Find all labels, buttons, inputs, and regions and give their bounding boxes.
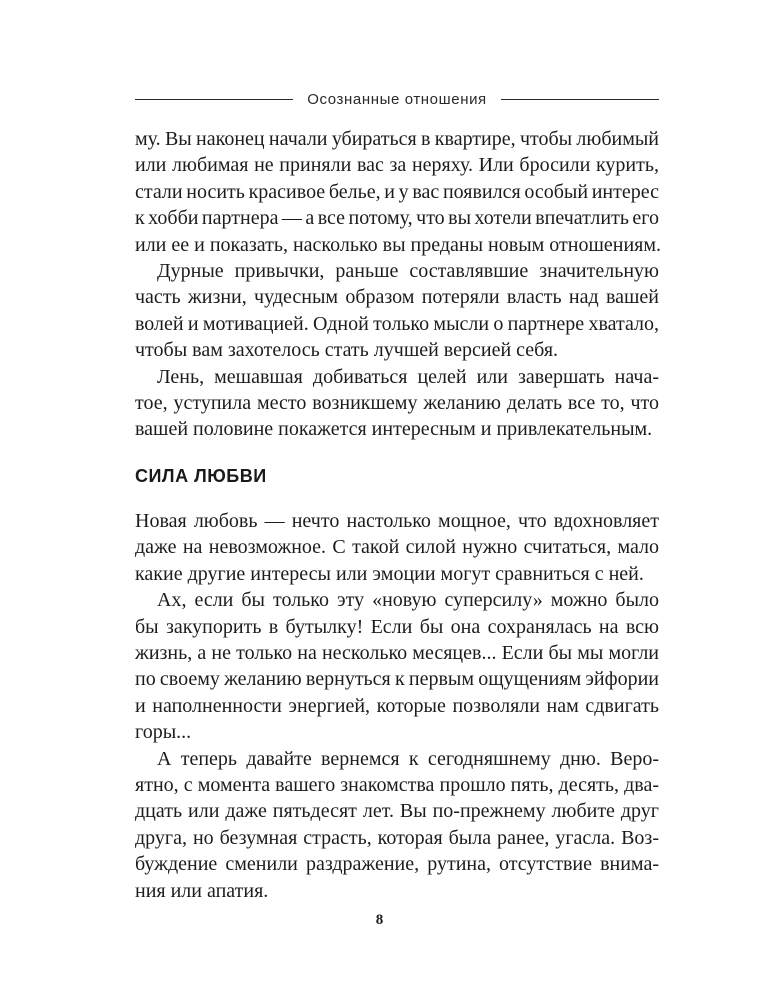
- text-line: и наполненности энергией, которые позволяли нам сдвигать: [135, 694, 659, 717]
- body-text-section-1: [135, 126, 662, 443]
- text-line: Новая любовь — нечто настолько мощное, что вдохновляет: [135, 510, 659, 532]
- page-number: 8: [375, 912, 384, 928]
- text-line: ния или апатия.: [135, 879, 269, 902]
- text-line: Ах, если бы только эту «новую суперсилу» можно было: [157, 589, 659, 612]
- text-line: му. Вы наконец начали убираться в квартире, чтобы любимый: [135, 128, 659, 150]
- text-line: дцать или даже пятьдесят лет. Вы по-прежнему любите друг: [135, 800, 659, 823]
- text-line: или любимая не приняли вас за неряху. Или бросили курить,: [135, 154, 659, 177]
- paragraph: [135, 364, 659, 443]
- text-line: волей и мотивацией. Одной только мысли о партнере хватало,: [135, 312, 660, 335]
- section-heading: СИЛА ЛЮБВИ: [135, 466, 267, 486]
- text-line: стали носить красивое белье, и у вас появился особый интерес: [135, 180, 659, 203]
- paragraph: [135, 258, 659, 364]
- header-rule-right: [501, 99, 659, 100]
- running-header: [135, 88, 659, 110]
- text-line: часть жизни, чудесным образом потеряли власть над вашей: [135, 286, 659, 309]
- text-line: горы...: [135, 721, 192, 744]
- text-line: жизнь, а не только на несколько месяцев... Если бы мы могли: [135, 642, 659, 665]
- running-title: Осознанные отношения: [307, 90, 487, 108]
- text-line: чтобы вам захотелось стать лучшей версией себя.: [135, 339, 559, 362]
- paragraph: [135, 508, 659, 587]
- paragraph: [135, 126, 662, 258]
- text-line: тое, уступила место возникшему желанию делать все то, что: [135, 392, 659, 415]
- text-line: ятно, с момента вашего знакомства прошло пять, десять, два-: [135, 774, 659, 797]
- text-line: или ее и показать, насколько вы преданы новым отношениям.: [135, 233, 662, 256]
- text-line: вашей половине покажется интересным и привлекательным.: [135, 418, 653, 441]
- paragraph: [135, 587, 659, 745]
- header-rule-left: [135, 99, 293, 100]
- text-line: буждение сменили раздражение, рутина, отсутствие внима-: [135, 853, 659, 876]
- text-line: друга, но безумная страсть, которая была ранее, угасла. Воз-: [135, 826, 659, 849]
- text-line: бы закупорить в бутылку! Если бы она сохранялась на всю: [135, 615, 659, 638]
- paragraph: [135, 746, 659, 904]
- text-line: Лень, мешавшая добиваться целей или завершать нача-: [157, 365, 659, 388]
- text-line: к хобби партнера — а все потому, что вы хотели впечатлить его: [135, 207, 659, 230]
- text-line: какие другие интересы или эмоции могут сравниться с ней.: [135, 562, 644, 585]
- body-text-section-2: [135, 508, 659, 904]
- text-line: А теперь давайте вернемся к сегодняшнему дню. Веро-: [157, 747, 659, 770]
- text-line: Дурные привычки, раньше составлявшие значительную: [157, 260, 659, 283]
- text-line: по своему желанию вернуться к первым ощущениям эйфории: [135, 668, 659, 691]
- text-line: даже на невозможное. С такой силой нужно считаться, мало: [135, 536, 659, 559]
